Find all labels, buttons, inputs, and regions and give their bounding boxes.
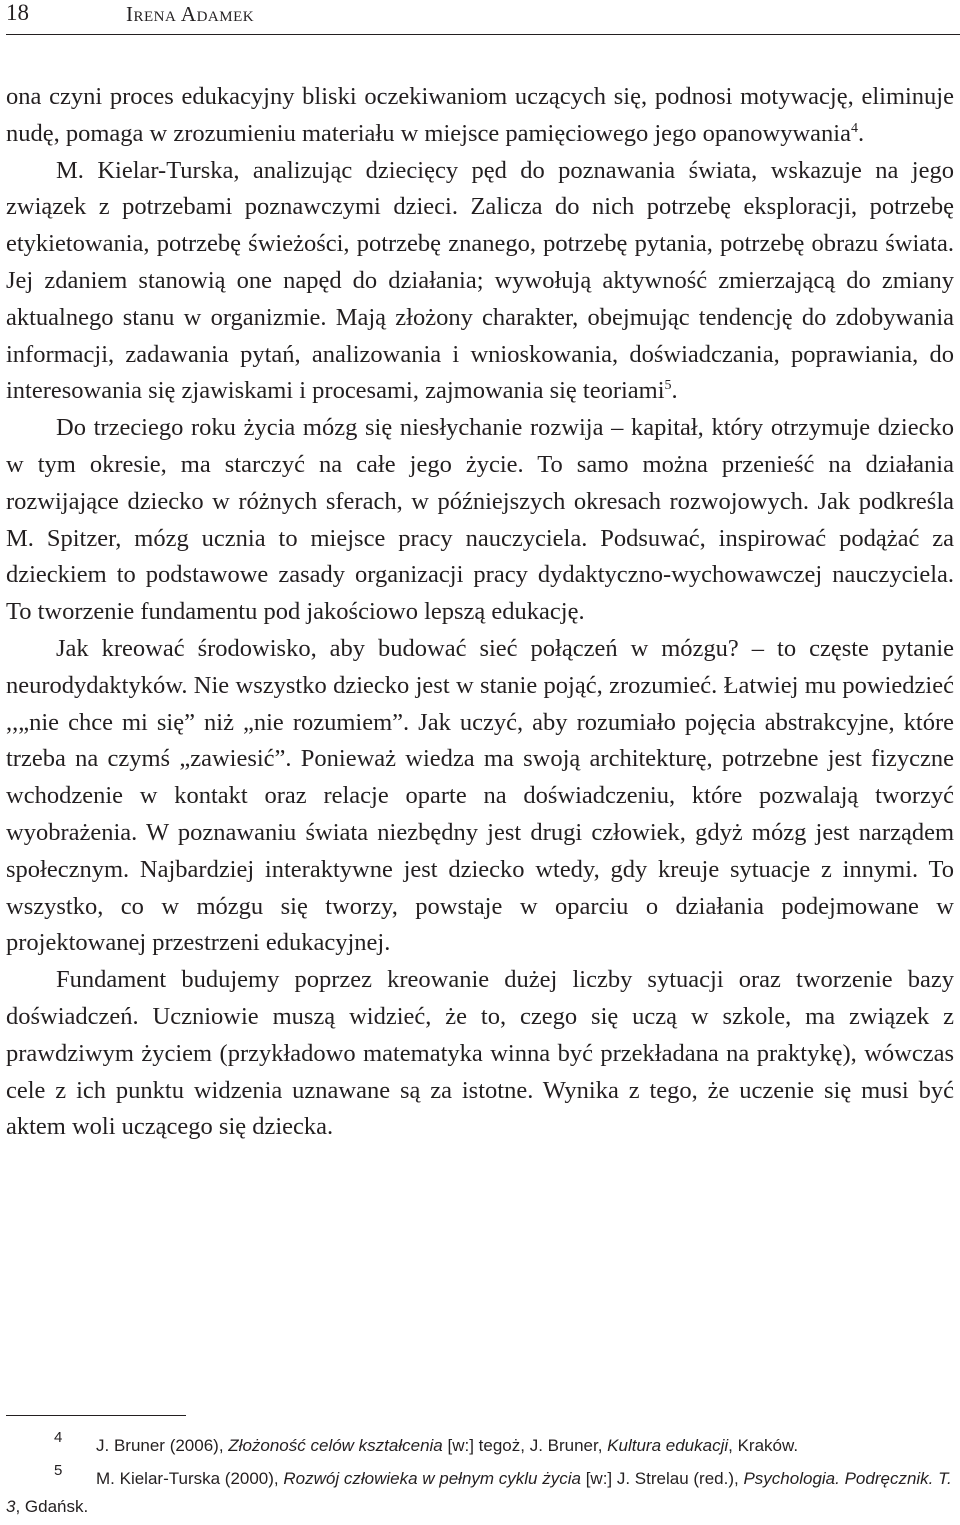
footnote-text: , Gdańsk. <box>15 1497 89 1516</box>
paragraph-text: Do trzeciego roku życia mózg się niesłychanie rozwija – kapitał, który otrzymuje dziecko w tym okresie, ma starczyć na całe jego życie. To samo można przenieść na działania rozwijające dziecko w różnych sferach, w późniejszych okresach rozwojowych. Jak podkreśla M. Spitzer, mózg ucznia to miejsce pracy nauczyciela. Podsuwać, inspirować podążać za dzieckiem to podstawowe zasady organizacji pracy dydaktyczno-wychowawczej nauczyciela. To tworzenie fundamentu pod jakościowo lepszą edukację. <box>6 414 954 626</box>
footnote-text: J. Bruner (2006), <box>96 1436 229 1455</box>
footnote <box>6 1429 954 1460</box>
footnote-title: Złożoność celów kształcenia <box>228 1436 443 1455</box>
footnote <box>6 1462 954 1521</box>
footnote-number: 4 <box>54 1429 63 1446</box>
paragraph <box>6 79 954 153</box>
sentence-end: . <box>671 377 678 405</box>
page-number: 18 <box>6 0 29 25</box>
footnotes <box>6 1429 954 1521</box>
footnote-title: Rozwój człowieka w pełnym cyklu życia <box>283 1469 581 1488</box>
footnote-title: Psychologia. Podręcznik. T. 3 <box>6 1469 952 1516</box>
footnote-text: [w:] J. Strelau (red.), <box>580 1469 744 1488</box>
paragraph-text: Fundament budujemy poprzez kreowanie dużej liczby sytuacji oraz tworzenie bazy doświadczeń. Uczniowie muszą widzieć, że to, czego się uczą w szkole, ma związek z prawdziwym życiem (przykładowo matematyka winna być przekładana na praktykę), wówczas cele z ich punktu widzenia uznawane są za istotne. Wynika z tego, że uczenie się musi być aktem woli uczącego się dziecka. <box>6 966 954 1141</box>
sentence-end: . <box>857 119 865 147</box>
running-head-author: Irena Adamek <box>126 2 255 26</box>
main-text <box>6 79 954 1146</box>
footnote-separator <box>6 1415 186 1416</box>
footnote-text: M. Kielar-Turska (2000), <box>96 1469 284 1488</box>
paragraph <box>6 962 954 1146</box>
paragraph-text: ona czyni proces edukacyjny bliski oczekiwaniom uczących się, podnosi motywację, eliminuje nudę, pomaga w zrozumieniu materiału w miejsce pamięciowego jego opanowywania <box>6 83 954 147</box>
footnote-text: , Kraków. <box>728 1436 799 1455</box>
footnote-reference[interactable]: 4 <box>850 120 858 136</box>
footnote-text: [w:] tegoż, J. Bruner, <box>442 1436 608 1455</box>
paragraph-text: M. Kielar-Turska, analizując dziecięcy pęd do poznawania świata, wskazuje na jego związek z potrzebami poznawczymi dzieci. Zalicza do nich potrzebę eksploracji, potrzebę etykietowania, potrzebę świeżości, potrzebę znanego, potrzebę pytania, potrzebę obrazu świata. Jej zdaniem stanowią one napęd do działania; wywołują aktywność zmierzającą do zmiany aktualnego stanu w organizmie. Mają złożony charakter, obejmując tendencję do zdobywania informacji, zadawania pytań, analizowania i wnioskowania, doświadczania, poprawiania, do interesowania się zjawiskami i procesami, zajmowania się teoriami <box>6 156 954 405</box>
page-header <box>6 0 960 35</box>
paragraph <box>6 153 954 411</box>
paragraph-text: Jak kreować środowisko, aby budować sieć połączeń w mózgu? – to częste pytanie neurodydaktyków. Nie wszystko dziecko jest w stanie pojąć, zrozumieć. Łatwiej mu powiedzieć ,,„nie chce mi się” niż „nie rozumiem”. Jak uczyć, aby rozumiało pojęcia abstrakcyjne, które trzeba na czymś „zawiesić”. Ponieważ wiedza ma swoją architekturę, potrzebne jest fizyczne wchodzenie w kontakt oraz relacje oparte na doświadczeniu, które pozwalają tworzyć wyobrażenia. W poznawaniu świata niezbędny jest drugi człowiek, gdyż mózg jest narządem społecznym. Najbardziej interaktywne jest dziecko wtedy, gdy kreuje sytuacje z innymi. To wszystko, co w mózgu się tworzy, powstaje w oparciu o działania podejmowane w projektowanej przestrzeni edukacyjnej. <box>6 634 954 957</box>
footnote-number: 5 <box>54 1462 63 1479</box>
paragraph <box>6 631 954 962</box>
paragraph <box>6 410 954 631</box>
footnote-reference[interactable]: 5 <box>664 378 672 394</box>
footnote-title: Kultura edukacji <box>607 1436 729 1455</box>
